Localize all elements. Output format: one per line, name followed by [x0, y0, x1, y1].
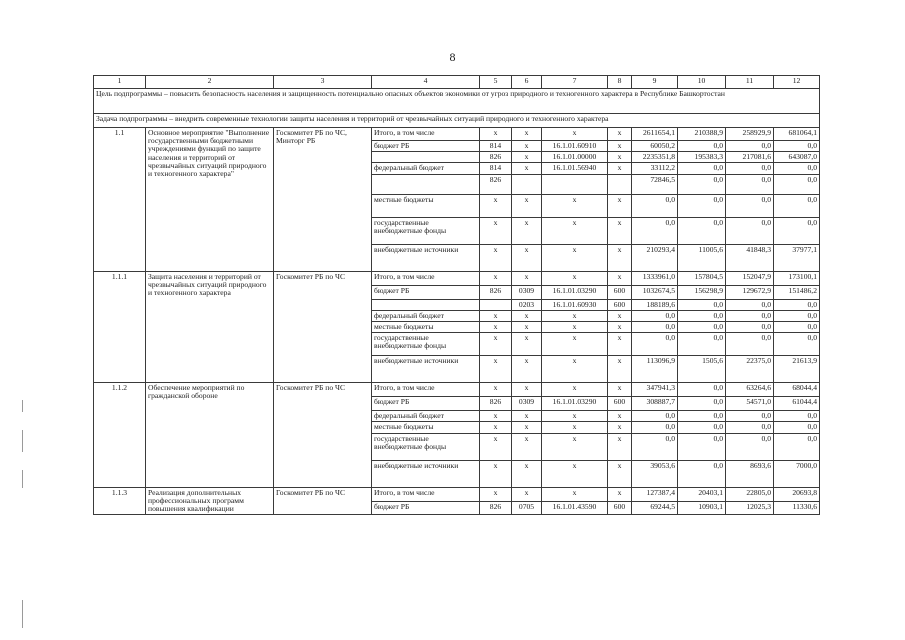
funding-source: местные бюджеты: [372, 321, 480, 332]
section-code: х: [512, 152, 542, 163]
target-article-code: х: [542, 321, 608, 332]
measure-name: Защита населения и территорий от чрезвычайных ситуаций природного и техногенного характера: [146, 271, 274, 383]
measure-name: Обеспечение мероприятий по гражданской обороне: [146, 383, 274, 487]
amount-year-1: 0,0: [678, 333, 726, 356]
funding-source: внебюджетные источники: [372, 356, 480, 383]
expense-type-code: х: [608, 321, 632, 332]
funding-source: Итого, в том числе: [372, 383, 480, 397]
amount-year-2: 258929,9: [726, 128, 774, 141]
task-text: Задача подпрограммы – внедрить современные технологии защиты населения и территорий от чрезвычайных ситуаций природного и техногенного характера: [94, 114, 820, 128]
header-cell: 11: [726, 76, 774, 89]
grbs-code: х: [480, 411, 512, 422]
amount-total: 39053,6: [632, 460, 678, 487]
amount-year-1: 0,0: [678, 163, 726, 174]
left-margin-mark: [22, 400, 23, 412]
amount-year-3: 37977,1: [774, 244, 820, 271]
amount-year-2: 0,0: [726, 433, 774, 460]
expense-type-code: х: [608, 411, 632, 422]
budget-table: [93, 75, 820, 515]
header-cell: 1: [94, 76, 146, 89]
amount-total: 2235351,8: [632, 152, 678, 163]
left-margin-mark: [22, 600, 23, 628]
section-code: х: [512, 217, 542, 244]
expense-type-code: [608, 174, 632, 194]
target-article-code: 16.1.01.56940: [542, 163, 608, 174]
expense-type-code: х: [608, 141, 632, 152]
header-cell: 6: [512, 76, 542, 89]
grbs-code: х: [480, 433, 512, 460]
expense-type-code: х: [608, 487, 632, 502]
target-article-code: х: [542, 271, 608, 285]
funding-source: бюджет РБ: [372, 502, 480, 515]
grbs-code: х: [480, 383, 512, 397]
amount-total: 210293,4: [632, 244, 678, 271]
target-article-code: х: [542, 411, 608, 422]
measure-executor: Госкомитет РБ по ЧС: [274, 487, 372, 515]
grbs-code: 814: [480, 163, 512, 174]
amount-year-2: 0,0: [726, 299, 774, 310]
expense-type-code: х: [608, 460, 632, 487]
expense-type-code: х: [608, 194, 632, 217]
amount-year-3: 0,0: [774, 194, 820, 217]
amount-year-1: 0,0: [678, 194, 726, 217]
amount-total: 188189,6: [632, 299, 678, 310]
funding-source: Итого, в том числе: [372, 271, 480, 285]
target-article-code: х: [542, 356, 608, 383]
measure-code: 1.1.1: [94, 271, 146, 383]
section-code: 0309: [512, 285, 542, 299]
header-cell: 12: [774, 76, 820, 89]
grbs-code: х: [480, 271, 512, 285]
grbs-code: х: [480, 487, 512, 502]
section-code: х: [512, 460, 542, 487]
amount-year-2: 0,0: [726, 321, 774, 332]
amount-year-1: 0,0: [678, 299, 726, 310]
expense-type-code: х: [608, 152, 632, 163]
grbs-code: х: [480, 194, 512, 217]
header-row: [94, 76, 820, 89]
section-code: х: [512, 422, 542, 433]
amount-year-3: 0,0: [774, 163, 820, 174]
grbs-code: х: [480, 310, 512, 321]
amount-year-3: 11330,6: [774, 502, 820, 515]
grbs-code: х: [480, 321, 512, 332]
measure-executor: Госкомитет РБ по ЧС, Минторг РБ: [274, 128, 372, 272]
amount-year-2: 217081,6: [726, 152, 774, 163]
expense-type-code: 600: [608, 299, 632, 310]
header-cell: 5: [480, 76, 512, 89]
amount-total: 72846,5: [632, 174, 678, 194]
funding-source: федеральный бюджет: [372, 163, 480, 174]
funding-source: бюджет РБ: [372, 285, 480, 299]
amount-total: 0,0: [632, 333, 678, 356]
expense-type-code: х: [608, 310, 632, 321]
amount-year-2: 0,0: [726, 174, 774, 194]
amount-total: 347941,3: [632, 383, 678, 397]
funding-source: Итого, в том числе: [372, 487, 480, 502]
amount-year-1: 10903,1: [678, 502, 726, 515]
expense-type-code: х: [608, 244, 632, 271]
section-code: х: [512, 383, 542, 397]
amount-year-2: 0,0: [726, 163, 774, 174]
table-row: [94, 128, 820, 141]
funding-source: [372, 152, 480, 163]
expense-type-code: 600: [608, 285, 632, 299]
section-code: х: [512, 411, 542, 422]
section-code: х: [512, 244, 542, 271]
amount-year-3: 20693,8: [774, 487, 820, 502]
amount-total: 113096,9: [632, 356, 678, 383]
amount-year-1: 1505,6: [678, 356, 726, 383]
amount-year-2: 0,0: [726, 411, 774, 422]
grbs-code: х: [480, 244, 512, 271]
section-code: х: [512, 333, 542, 356]
amount-total: 0,0: [632, 321, 678, 332]
amount-year-3: 0,0: [774, 141, 820, 152]
target-article-code: х: [542, 487, 608, 502]
funding-source: государственные внебюджетные фонды: [372, 217, 480, 244]
target-article-code: х: [542, 460, 608, 487]
grbs-code: х: [480, 422, 512, 433]
amount-year-1: 0,0: [678, 422, 726, 433]
grbs-code: х: [480, 333, 512, 356]
amount-year-2: 41848,3: [726, 244, 774, 271]
amount-total: 0,0: [632, 194, 678, 217]
left-margin-mark: [22, 430, 23, 452]
measure-name: Реализация дополнительных профессиональных программ повышения квалификации: [146, 487, 274, 515]
amount-year-3: 0,0: [774, 174, 820, 194]
amount-year-1: 0,0: [678, 383, 726, 397]
expense-type-code: х: [608, 433, 632, 460]
funding-source: бюджет РБ: [372, 141, 480, 152]
amount-total: 0,0: [632, 217, 678, 244]
funding-source: федеральный бюджет: [372, 310, 480, 321]
amount-year-3: 21613,9: [774, 356, 820, 383]
amount-year-2: 0,0: [726, 141, 774, 152]
target-article-code: 16.1.01.03290: [542, 285, 608, 299]
section-code: х: [512, 128, 542, 141]
amount-total: 69244,5: [632, 502, 678, 515]
funding-source: местные бюджеты: [372, 422, 480, 433]
amount-year-2: 152047,9: [726, 271, 774, 285]
expense-type-code: х: [608, 217, 632, 244]
header-cell: 10: [678, 76, 726, 89]
section-code: х: [512, 271, 542, 285]
table-row: [94, 271, 820, 285]
expense-type-code: х: [608, 356, 632, 383]
amount-year-2: 8693,6: [726, 460, 774, 487]
target-article-code: 16.1.01.00000: [542, 152, 608, 163]
amount-year-1: 0,0: [678, 433, 726, 460]
expense-type-code: х: [608, 333, 632, 356]
grbs-code: 826: [480, 502, 512, 515]
amount-year-1: 0,0: [678, 174, 726, 194]
target-article-code: х: [542, 333, 608, 356]
amount-year-2: 12025,3: [726, 502, 774, 515]
amount-total: 127387,4: [632, 487, 678, 502]
funding-source: Итого, в том числе: [372, 128, 480, 141]
measure-name: Основное мероприятие "Выполнение государственными бюджетными учреждениями функций по защите населения и территорий от чрезвычайных ситуаций природного и техногенного характера": [146, 128, 274, 272]
amount-total: 308887,7: [632, 397, 678, 411]
grbs-code: х: [480, 356, 512, 383]
funding-source: внебюджетные источники: [372, 244, 480, 271]
grbs-code: 826: [480, 397, 512, 411]
expense-type-code: 600: [608, 502, 632, 515]
amount-year-3: 61044,4: [774, 397, 820, 411]
amount-total: 60050,2: [632, 141, 678, 152]
amount-year-3: 0,0: [774, 422, 820, 433]
target-article-code: 16.1.01.60930: [542, 299, 608, 310]
expense-type-code: х: [608, 271, 632, 285]
left-margin-mark: [22, 470, 23, 488]
funding-source: бюджет РБ: [372, 397, 480, 411]
amount-year-3: 151486,2: [774, 285, 820, 299]
section-code: [512, 174, 542, 194]
amount-year-1: 0,0: [678, 217, 726, 244]
amount-year-3: 0,0: [774, 299, 820, 310]
amount-year-2: 54571,0: [726, 397, 774, 411]
section-code: х: [512, 487, 542, 502]
amount-year-1: 0,0: [678, 397, 726, 411]
funding-source: [372, 174, 480, 194]
measure-code: 1.1.3: [94, 487, 146, 515]
expense-type-code: 600: [608, 397, 632, 411]
amount-year-1: 210388,9: [678, 128, 726, 141]
funding-source: внебюджетные источники: [372, 460, 480, 487]
funding-source: государственные внебюджетные фонды: [372, 333, 480, 356]
amount-year-2: 129672,9: [726, 285, 774, 299]
amount-year-2: 0,0: [726, 217, 774, 244]
amount-total: 0,0: [632, 411, 678, 422]
header-cell: 2: [146, 76, 274, 89]
target-article-code: х: [542, 433, 608, 460]
section-code: 0705: [512, 502, 542, 515]
amount-total: 2611654,1: [632, 128, 678, 141]
amount-year-1: 195383,3: [678, 152, 726, 163]
target-article-code: 16.1.01.60910: [542, 141, 608, 152]
target-article-code: х: [542, 310, 608, 321]
target-article-code: х: [542, 383, 608, 397]
header-cell: 3: [274, 76, 372, 89]
amount-year-3: 643087,0: [774, 152, 820, 163]
header-cell: 4: [372, 76, 480, 89]
grbs-code: 826: [480, 152, 512, 163]
amount-year-3: 0,0: [774, 333, 820, 356]
funding-source: государственные внебюджетные фонды: [372, 433, 480, 460]
measure-executor: Госкомитет РБ по ЧС: [274, 383, 372, 487]
grbs-code: 826: [480, 174, 512, 194]
amount-year-3: 681064,1: [774, 128, 820, 141]
header-cell: 9: [632, 76, 678, 89]
section-code: 0309: [512, 397, 542, 411]
goal-text: Цель подпрограммы – повысить безопасность населения и защищенность потенциально опасных объектов экономики от угроз природного и техногенного характера в Республике Башкортостан: [94, 89, 820, 114]
target-article-code: х: [542, 194, 608, 217]
task-row: [94, 114, 820, 128]
grbs-code: х: [480, 460, 512, 487]
amount-year-3: 0,0: [774, 310, 820, 321]
section-code: х: [512, 194, 542, 217]
expense-type-code: х: [608, 422, 632, 433]
amount-year-1: 20403,1: [678, 487, 726, 502]
grbs-code: х: [480, 217, 512, 244]
section-code: х: [512, 356, 542, 383]
amount-year-3: 7000,0: [774, 460, 820, 487]
amount-year-2: 0,0: [726, 333, 774, 356]
amount-year-3: 68044,4: [774, 383, 820, 397]
target-article-code: х: [542, 128, 608, 141]
amount-total: 1333961,0: [632, 271, 678, 285]
amount-total: 0,0: [632, 433, 678, 460]
page-number: 8: [449, 50, 456, 64]
funding-source: [372, 299, 480, 310]
expense-type-code: х: [608, 163, 632, 174]
funding-source: федеральный бюджет: [372, 411, 480, 422]
target-article-code: х: [542, 422, 608, 433]
expense-type-code: х: [608, 383, 632, 397]
measure-executor: Госкомитет РБ по ЧС: [274, 271, 372, 383]
funding-source: местные бюджеты: [372, 194, 480, 217]
amount-year-2: 22375,0: [726, 356, 774, 383]
grbs-code: 826: [480, 285, 512, 299]
amount-total: 0,0: [632, 310, 678, 321]
target-article-code: [542, 174, 608, 194]
amount-year-2: 63264,6: [726, 383, 774, 397]
measure-code: 1.1: [94, 128, 146, 272]
expense-type-code: х: [608, 128, 632, 141]
amount-year-1: 0,0: [678, 460, 726, 487]
grbs-code: 814: [480, 141, 512, 152]
section-code: х: [512, 433, 542, 460]
goal-row: [94, 89, 820, 114]
amount-year-2: 0,0: [726, 422, 774, 433]
section-code: х: [512, 321, 542, 332]
amount-total: 1032674,5: [632, 285, 678, 299]
section-code: х: [512, 163, 542, 174]
amount-year-1: 0,0: [678, 321, 726, 332]
section-code: х: [512, 310, 542, 321]
grbs-code: [480, 299, 512, 310]
target-article-code: 16.1.01.03290: [542, 397, 608, 411]
amount-year-2: 0,0: [726, 310, 774, 321]
table-row: [94, 383, 820, 397]
section-code: 0203: [512, 299, 542, 310]
amount-year-2: 0,0: [726, 194, 774, 217]
amount-year-3: 0,0: [774, 433, 820, 460]
amount-year-1: 0,0: [678, 411, 726, 422]
amount-year-2: 22805,0: [726, 487, 774, 502]
target-article-code: х: [542, 217, 608, 244]
grbs-code: х: [480, 128, 512, 141]
measure-code: 1.1.2: [94, 383, 146, 487]
amount-year-3: 173100,1: [774, 271, 820, 285]
amount-year-3: 0,0: [774, 217, 820, 244]
table-row: [94, 487, 820, 502]
amount-total: 0,0: [632, 422, 678, 433]
amount-total: 33112,2: [632, 163, 678, 174]
amount-year-1: 0,0: [678, 141, 726, 152]
header-cell: 8: [608, 76, 632, 89]
amount-year-3: 0,0: [774, 321, 820, 332]
amount-year-1: 11005,6: [678, 244, 726, 271]
amount-year-1: 0,0: [678, 310, 726, 321]
target-article-code: х: [542, 244, 608, 271]
amount-year-3: 0,0: [774, 411, 820, 422]
target-article-code: 16.1.01.43590: [542, 502, 608, 515]
header-cell: 7: [542, 76, 608, 89]
amount-year-1: 156298,9: [678, 285, 726, 299]
amount-year-1: 157804,5: [678, 271, 726, 285]
section-code: х: [512, 141, 542, 152]
